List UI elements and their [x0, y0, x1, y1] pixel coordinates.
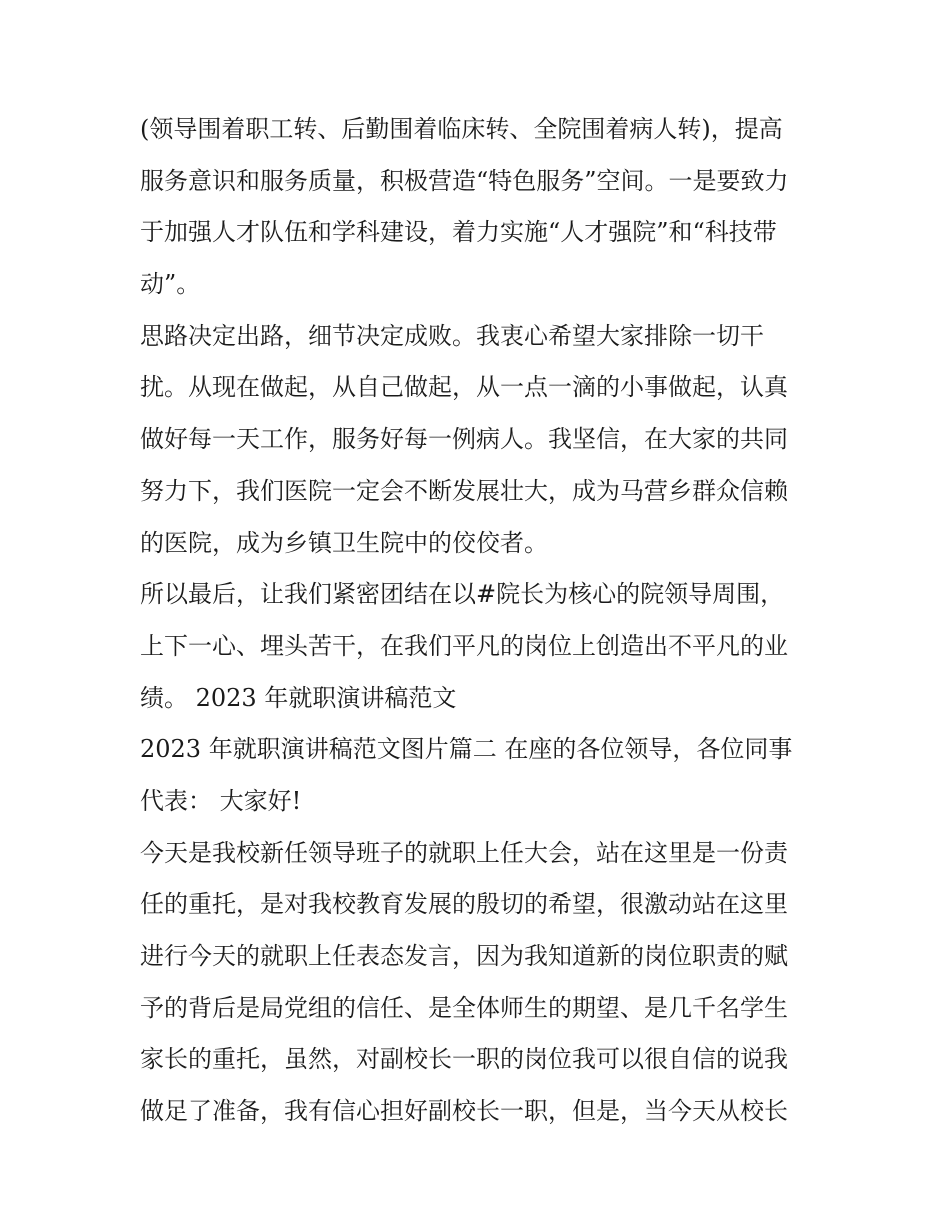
text-line: 努力下，我们医院一定会不断发展壮大，成为马营乡群众信赖	[140, 476, 788, 505]
text-line: 任的重托，是对我校教育发展的殷切的希望，很激动站在这里	[140, 890, 788, 919]
text-line: 的医院，成为乡镇卫生院中的佼佼者。	[140, 528, 548, 557]
text-line: 做足了准备，我有信心担好副校长一职，但是，当今天从校长	[140, 1097, 788, 1126]
text-line: 代表： 大家好!	[140, 786, 302, 815]
text-line: 家长的重托，虽然，对副校长一职的岗位我可以很自信的说我	[140, 1045, 788, 1074]
text-line: 进行今天的就职上任表态发言，因为我知道新的岗位职责的赋	[140, 942, 788, 970]
text-line: 思路决定出路，细节决定成败。我衷心希望大家排除一切干	[140, 321, 764, 350]
text-line: (领导围着职工转、后勤围着临床转、全院围着病人转)，提高	[140, 115, 783, 143]
text-line: 绩。 2023 年就职演讲稿范文	[140, 683, 457, 712]
text-line: 2023 年就职演讲稿范文图片篇二 在座的各位领导，各位同事	[140, 735, 793, 764]
text-line: 于加强人才队伍和学科建设，着力实施“人才强院”和“科技带	[140, 218, 777, 247]
document-body	[140, 110, 820, 1144]
text-line: 扰。从现在做起，从自己做起，从一点一滴的小事做起，认真	[140, 373, 788, 402]
text-line: 上下一心、埋头苦干，在我们平凡的岗位上创造出不平凡的业	[140, 631, 788, 660]
text-line: 服务意识和服务质量，积极营造“特色服务”空间。一是要致力	[140, 166, 789, 195]
text-line: 予的背后是局党组的信任、是全体师生的期望、是几千名学生	[140, 993, 788, 1022]
text-line: 动”。	[140, 270, 201, 299]
text-line: 做好每一天工作，服务好每一例病人。我坚信，在大家的共同	[140, 425, 788, 454]
text-line: 所以最后，让我们紧密团结在以#院长为核心的院领导周围，	[140, 580, 785, 609]
text-line: 今天是我校新任领导班子的就职上任大会，站在这里是一份责	[140, 838, 788, 867]
